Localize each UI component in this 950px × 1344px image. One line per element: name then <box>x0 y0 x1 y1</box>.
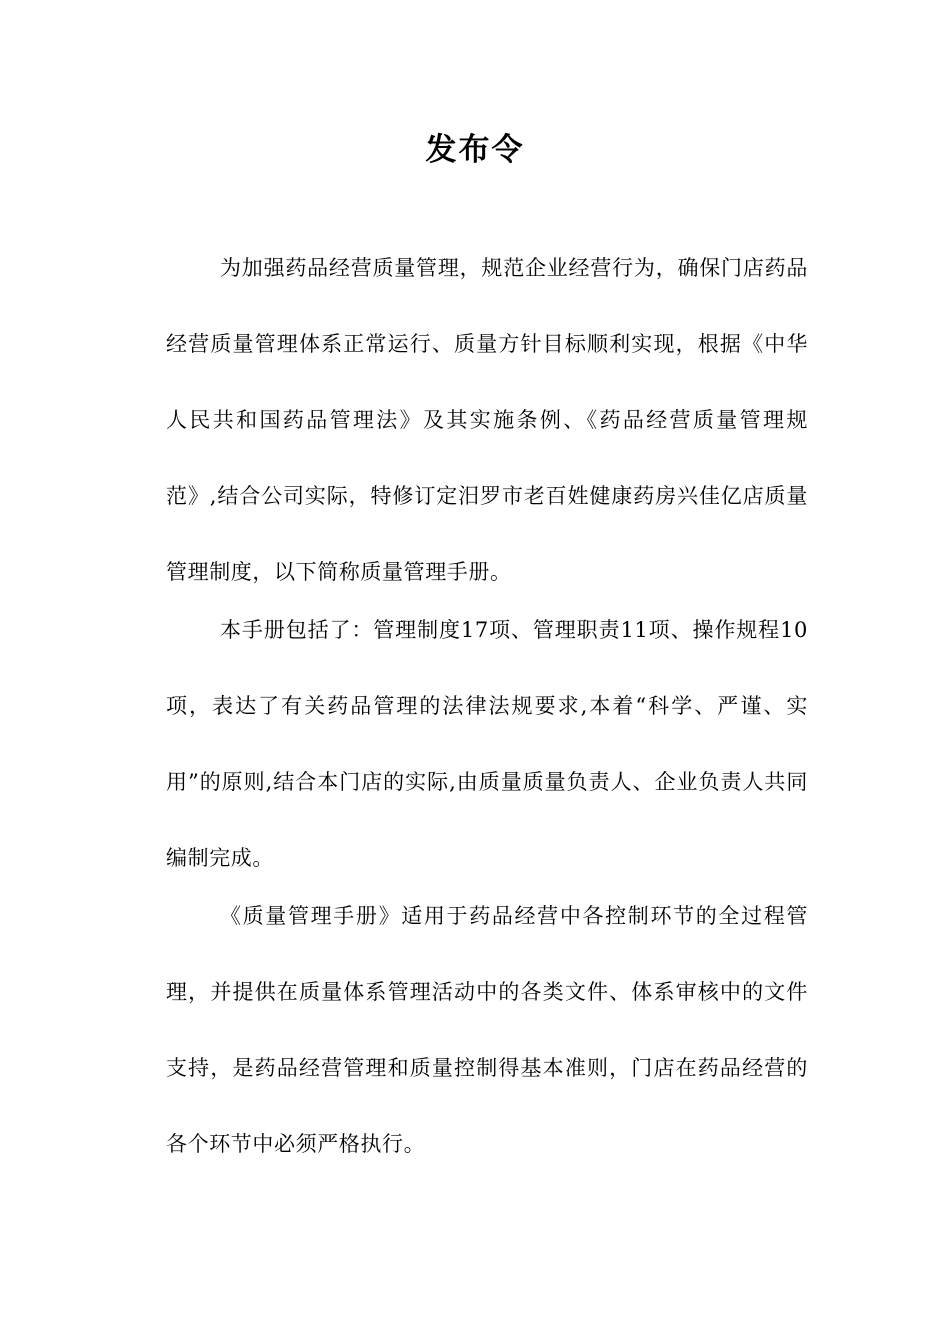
paragraph-scope: 《质量管理手册》适用于药品经营中各控制环节的全过程管理，并提供在质量体系管理活动中的各类文件、体系审核中的文件支持，是药品经营管理和质量控制得基本准则，门店在药品经营的各个环节中必须严格执行。 <box>166 904 808 1156</box>
paragraph-contents: 本手册包括了：管理制度17项、管理职责11项、操作规程10项，表达了有关药品管理的法律法规要求,本着“科学、严谨、实用”的原则,结合本门店的实际,由质量质量负责人、企业负责人共同编制完成。 <box>166 618 808 870</box>
paragraph-purpose: 为加强药品经营质量管理，规范企业经营行为，确保门店药品经营质量管理体系正常运行、质量方针目标顺利实现，根据《中华人民共和国药品管理法》及其实施条例、《药品经营质量管理规范》,结合公司实际，特修订定汨罗市老百姓健康药房兴佳亿店质量管理制度，以下简称质量管理手册。 <box>166 256 808 584</box>
document-title: 发布令 <box>425 132 525 168</box>
